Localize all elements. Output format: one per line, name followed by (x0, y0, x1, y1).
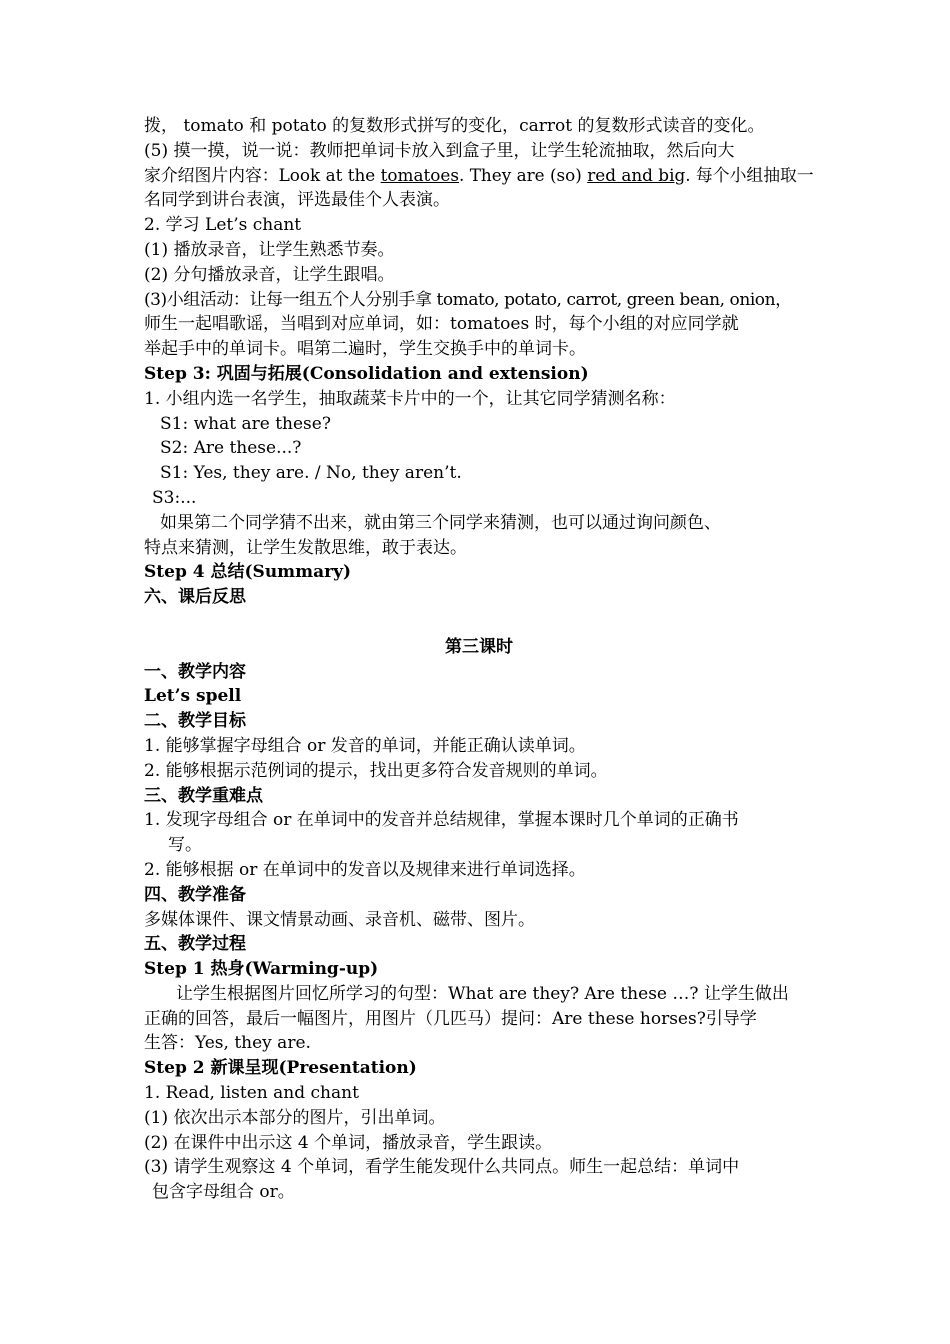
text-line: 1. 小组内选一名学生，抽取蔬菜卡片中的一个，让其它同学猜测名称： (144, 388, 676, 409)
text-line: 包含字母组合 or。 (152, 1182, 295, 1203)
dialogue-line: S1: what are these? (160, 413, 331, 434)
step-heading: Step 2 新课呈现(Presentation) (144, 1058, 417, 1079)
text-line: 名同学到讲台表演，评选最佳个人表演。 (144, 190, 450, 211)
spacer (144, 610, 814, 635)
section-heading: 六、课后反思 (144, 587, 246, 608)
text-span: . They are (so) (459, 165, 588, 186)
step-heading: Step 1 热身(Warming-up) (144, 959, 379, 980)
subheading: Let’s spell (144, 686, 242, 707)
text-line: 正确的回答，最后一幅图片，用图片（几匹马）提问：Are these horses?引导学 (144, 1008, 757, 1029)
text-line: 举起手中的单词卡。唱第二遍时，学生交换手中的单词卡。 (144, 339, 586, 360)
text-line: (1) 播放录音，让学生熟悉节奏。 (144, 239, 395, 260)
lesson-title: 第三课时 (445, 636, 513, 657)
section-heading: 三、教学重难点 (144, 785, 263, 806)
text-line: (2) 在课件中出示这 4 个单词，播放录音，学生跟读。 (144, 1132, 553, 1153)
dialogue-line: S3:... (152, 487, 197, 508)
text-line: 写。 (168, 835, 202, 856)
underlined-word: tomatoes (380, 165, 460, 186)
step-heading: Step 4 总结(Summary) (144, 562, 352, 583)
section-heading: 四、教学准备 (144, 884, 246, 905)
step-heading: Step 3: 巩固与拓展(Consolidation and extension) (144, 363, 589, 384)
text-line: 如果第二个同学猜不出来，就由第三个同学来猜测，也可以通过询问颜色、 (160, 512, 721, 533)
text-line: 特点来猜测，让学生发散思维，敢于表达。 (144, 537, 467, 558)
text-line: 让学生根据图片回忆所学习的句型：What are they? Are these …? 让学生做出 (176, 983, 789, 1004)
text-line: 拨， tomato 和 potato 的复数形式拼写的变化，carrot 的复数形式读音的变化。 (144, 116, 765, 136)
text-line: (5) 摸一摸，说一说：教师把单词卡放入到盒子里，让学生轮流抽取，然后向大 (144, 140, 735, 161)
text-line: 2. 能够根据示范例词的提示，找出更多符合发音规则的单词。 (144, 760, 608, 781)
text-line: 师生一起唱歌谣，当唱到对应单词，如：tomatoes 时，每个小组的对应同学就 (144, 314, 739, 335)
text-line: (2) 分句播放录音，让学生跟唱。 (144, 264, 395, 285)
section-heading: 二、教学目标 (144, 711, 246, 732)
document-page (144, 114, 814, 1205)
text-line: 1. Read, listen and chant (144, 1083, 359, 1104)
underlined-word: red and big (587, 165, 686, 186)
text-line (144, 164, 814, 189)
text-line: (3) 请学生观察这 4 个单词，看学生能发现什么共同点。师生一起总结：单词中 (144, 1157, 740, 1178)
text-span: . 每个小组抽取一 (685, 165, 814, 186)
section-heading: 一、教学内容 (144, 661, 246, 682)
text-line: 生答：Yes, they are. (144, 1033, 311, 1054)
dialogue-line: S1: Yes, they are. / No, they aren’t. (160, 463, 462, 484)
text-line: 1. 发现字母组合 or 在单词中的发音并总结规律，掌握本课时几个单词的正确书 (144, 810, 739, 831)
text-line: (3)小组活动：让每一组五个人分别手拿 tomato, potato, carrot, green bean, onion， (144, 289, 792, 310)
text-line: 多媒体课件、课文情景动画、录音机、磁带、图片。 (144, 909, 535, 930)
text-line: 2. 学习 Let’s chant (144, 215, 302, 236)
dialogue-line: S2: Are these...? (160, 438, 302, 459)
text-line: 1. 能够掌握字母组合 or 发音的单词，并能正确认读单词。 (144, 735, 586, 756)
section-heading: 五、教学过程 (144, 934, 246, 955)
text-line: 2. 能够根据 or 在单词中的发音以及规律来进行单词选择。 (144, 859, 586, 880)
text-line: (1) 依次出示本部分的图片，引出单词。 (144, 1107, 446, 1128)
text-span: 家介绍图片内容：Look at the (144, 165, 381, 186)
